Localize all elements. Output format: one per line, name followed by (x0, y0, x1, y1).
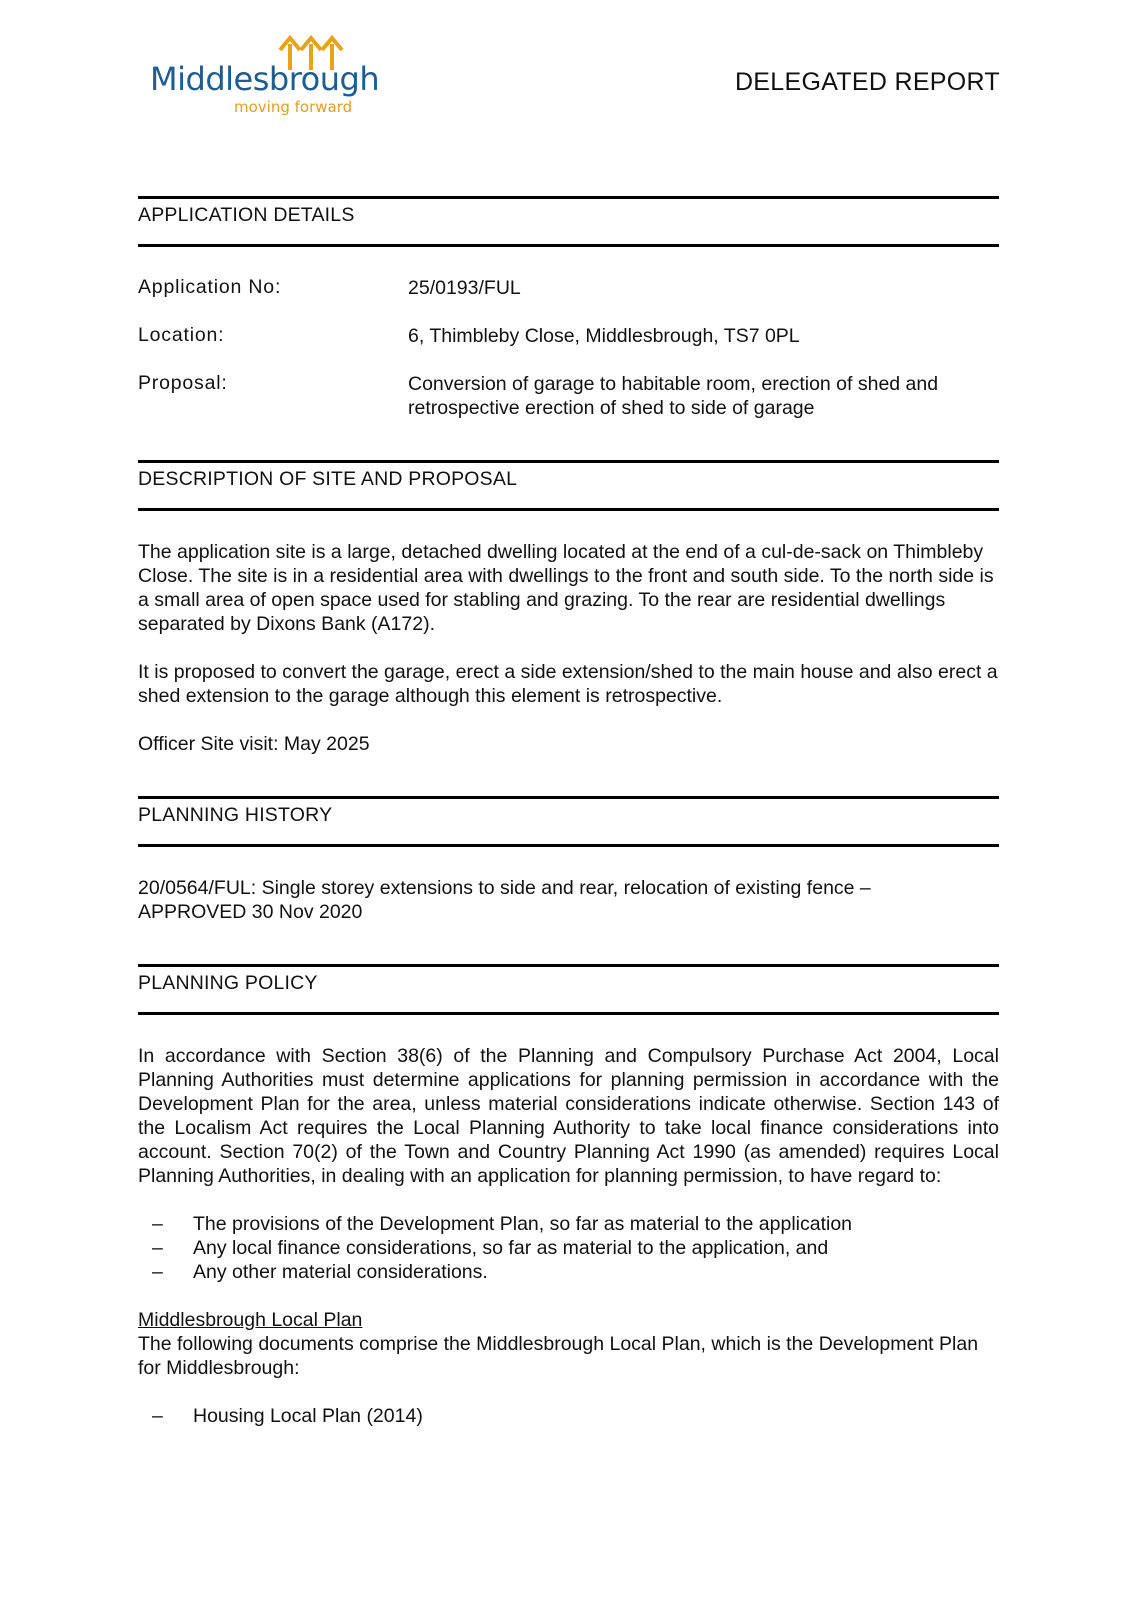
local-plan-heading: Middlesbrough Local Plan (138, 1309, 363, 1331)
application-no-label: Application No: (138, 276, 282, 298)
list-item: – Housing Local Plan (2014) (152, 1404, 999, 1428)
list-item: – Any other material considerations. (152, 1260, 999, 1284)
location-label: Location: (138, 324, 225, 346)
section-divider (138, 844, 999, 847)
section-divider (138, 964, 999, 967)
planning-history-entry: 20/0564/FUL: Single storey extensions to side and rear, relocation of existing fence – APPROVED 30 Nov 2020 (138, 877, 871, 923)
description-heading: DESCRIPTION OF SITE AND PROPOSAL (138, 468, 518, 490)
council-logo (150, 34, 400, 118)
section-divider (138, 196, 999, 199)
proposal-description-paragraph: It is proposed to convert the garage, erect a side extension/shed to the main house and also erect a shed extension to the garage although this element is retrospective. (138, 661, 998, 707)
report-title: DELEGATED REPORT (734, 68, 1000, 96)
section-divider (138, 460, 999, 463)
planning-history-heading: PLANNING HISTORY (138, 804, 333, 826)
proposal-value: Conversion of garage to habitable room, erection of shed and retrospective erection of shed to side of garage (408, 373, 939, 419)
section-divider (138, 796, 999, 799)
logo-tagline: moving forward (234, 98, 353, 116)
planning-policy-body (138, 1044, 999, 1428)
proposal-label: Proposal: (138, 372, 228, 394)
list-item: – Any local finance considerations, so far as material to the application, and (152, 1236, 999, 1260)
application-no-value: 25/0193/FUL (408, 277, 521, 299)
list-item: – The provisions of the Development Plan, so far as material to the application (152, 1212, 999, 1236)
location-value: 6, Thimbleby Close, Middlesbrough, TS7 0PL (408, 325, 800, 347)
section-divider (138, 508, 999, 511)
planning-policy-heading: PLANNING POLICY (138, 972, 318, 994)
section-divider (138, 244, 999, 247)
description-body (138, 540, 999, 756)
site-description-paragraph: The application site is a large, detached dwelling located at the end of a cul-de-sack on Thimbleby Close. The site is in a residential area with dwellings to the front and south side. To the north side is a small area of open space used for stabling and grazing. To the rear are residential dwellings separated by Dixons Bank (A172). (138, 541, 994, 635)
local-plan-intro: The following documents comprise the Middlesbrough Local Plan, which is the Development Plan for Middlesbrough: (138, 1333, 979, 1379)
logo-wordmark: Middlesbrough (150, 60, 380, 98)
section-divider (138, 1012, 999, 1015)
policy-intro-paragraph: In accordance with Section 38(6) of the Planning and Compulsory Purchase Act 2004, Local Planning Authorities must determine applications for planning permission in accordance with the Development Plan for the area, unless material considerations indicate otherwise. Section 143 of the Localism Act requires the Local Planning Authority to take local finance considerations into account. Section 70(2) of the Town and Country Planning Act 1990 (as amended) requires Local Planning Authorities, in dealing with an application for planning permission, to have regard to: (138, 1045, 999, 1187)
local-plan-documents-list (138, 1404, 999, 1428)
considerations-list (138, 1212, 999, 1284)
application-details-heading: APPLICATION DETAILS (138, 204, 355, 226)
site-visit-paragraph: Officer Site visit: May 2025 (138, 733, 370, 755)
